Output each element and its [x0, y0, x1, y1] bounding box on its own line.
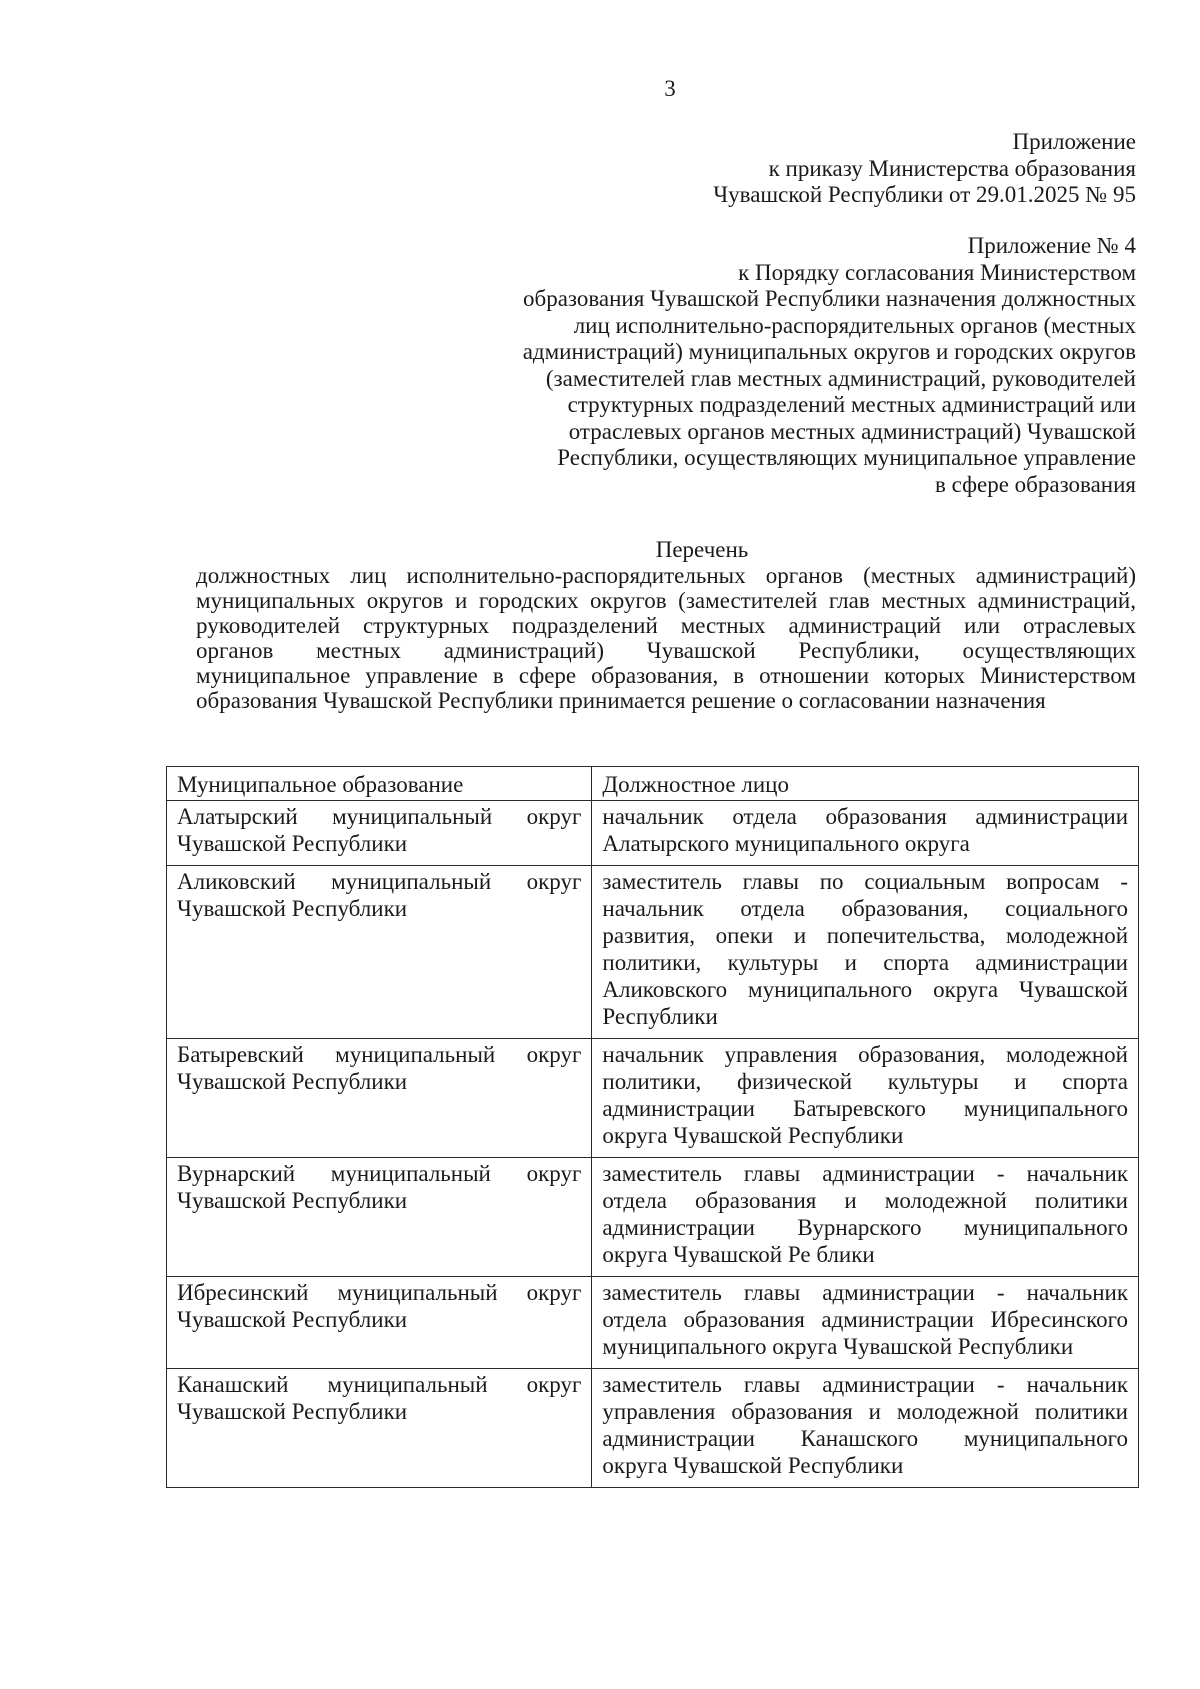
official-line: Аликовского муниципального округа Чувашской: [602, 977, 1128, 1002]
official-cell: [592, 866, 1139, 1039]
official-line: округа Чувашской Республики: [602, 1123, 904, 1148]
appendix-procedure-line: (заместителей глав местных администраций, руководителей: [545, 365, 1136, 391]
appendix-procedure-line: лиц исполнительно-распорядительных органов (местных: [573, 312, 1136, 338]
municipality-line: Батыревский муниципальный округ: [177, 1042, 582, 1067]
municipality-line: Канашский муниципальный округ: [177, 1372, 582, 1397]
official-line: начальник отдела образования, социального: [602, 896, 1128, 921]
official-cell: [592, 801, 1139, 866]
official-line: администрации Батыревского муниципального: [602, 1096, 1128, 1121]
official-line: развития, опеки и попечительства, молодежной: [602, 923, 1128, 948]
official-line: заместитель главы администрации - начальник: [602, 1280, 1128, 1305]
municipality-line: Чувашской Республики: [177, 831, 408, 856]
official-line: отдела образования администрации Ибресинского: [602, 1307, 1128, 1332]
official-line: администрации Канашского муниципального: [602, 1426, 1128, 1451]
list-description-line: должностных лиц исполнительно-распорядительных органов (местных администраций): [196, 563, 1136, 588]
list-description-line: муниципальных округов и городских округов (заместителей глав местных администраций,: [196, 588, 1136, 613]
appendix-order-line: Приложение: [1012, 129, 1136, 154]
official-cell: [592, 1369, 1139, 1488]
official-line: округа Чувашской Ре блики: [602, 1242, 875, 1267]
official-line: политики, культуры и спорта администрации: [602, 950, 1128, 975]
list-description-line: образования Чувашской Республики принимается решение о согласовании назначения: [196, 688, 1046, 713]
column-header-municipality: Муниципальное образование: [167, 767, 592, 801]
appendix-procedure-line: Приложение № 4: [967, 233, 1136, 258]
official-line: заместитель главы администрации - начальник: [602, 1161, 1128, 1186]
official-line: муниципального округа Чувашской Республики: [602, 1334, 1074, 1359]
appendix-procedure-line: в сфере образования: [935, 471, 1136, 497]
table-row: [167, 866, 1139, 1039]
official-cell: [592, 1039, 1139, 1158]
municipality-line: Чувашской Республики: [177, 1069, 408, 1094]
official-line: администрации Вурнарского муниципального: [602, 1215, 1128, 1240]
municipality-line: Чувашской Республики: [177, 1399, 408, 1424]
municipality-line: Аликовский муниципальный округ: [177, 869, 582, 894]
appendix-order-line: Чувашской Республики от 29.01.2025 № 95: [713, 182, 1136, 207]
table-row: [167, 801, 1139, 866]
municipality-line: Ибресинский муниципальный округ: [177, 1280, 582, 1305]
appendix-procedure-line: Республики, осуществляющих муниципальное управление: [557, 445, 1136, 470]
officials-table-body: [167, 801, 1139, 1488]
municipality-cell: [167, 1039, 592, 1158]
official-line: Республики: [602, 1004, 718, 1029]
list-description-line: муниципальное управление в сфере образования, в отношении которых Министерством: [196, 663, 1136, 688]
municipality-line: Алатырский муниципальный округ: [177, 804, 582, 829]
table-row: [167, 1158, 1139, 1277]
municipality-line: Чувашской Республики: [177, 1307, 408, 1332]
municipality-cell: [167, 1277, 592, 1369]
table-row: [167, 1039, 1139, 1158]
list-title: Перечень: [655, 537, 749, 562]
list-description: [196, 563, 1136, 713]
column-header-official: Должностное лицо: [592, 767, 1139, 801]
municipality-line: Вурнарский муниципальный округ: [177, 1161, 582, 1186]
appendix-procedure-line: структурных подразделений местных администраций или: [567, 392, 1136, 417]
appendix-procedure-line: к Порядку согласования Министерством: [738, 259, 1136, 285]
official-cell: [592, 1158, 1139, 1277]
list-description-line: органов местных администраций) Чувашской Республики, осуществляющих: [196, 638, 1136, 663]
municipality-cell: [167, 801, 592, 866]
table-header-row: [167, 767, 1139, 801]
official-line: начальник отдела образования администрации: [602, 804, 1128, 829]
appendix-order-line: к приказу Министерства образования: [768, 155, 1136, 181]
appendix-order-header: [576, 129, 1136, 209]
official-line: начальник управления образования, молодежной: [602, 1042, 1128, 1067]
municipality-line: Чувашской Республики: [177, 1188, 408, 1213]
page-number: 3: [664, 76, 676, 101]
table-row: [167, 1277, 1139, 1369]
list-description-line: руководителей структурных подразделений местных администраций или отраслевых: [196, 613, 1136, 638]
municipality-cell: [167, 1158, 592, 1277]
official-line: округа Чувашской Республики: [602, 1453, 904, 1478]
officials-table: [166, 766, 1139, 1488]
municipality-cell: [167, 1369, 592, 1488]
official-cell: [592, 1277, 1139, 1369]
official-line: заместитель главы администрации - начальник: [602, 1372, 1128, 1397]
appendix-procedure-line: администраций) муниципальных округов и городских округов: [522, 339, 1136, 364]
appendix-procedure-line: отраслевых органов местных администраций) Чувашской: [568, 418, 1136, 444]
appendix-procedure-line: образования Чувашской Республики назначения должностных: [523, 286, 1136, 311]
official-line: управления образования и молодежной политики: [602, 1399, 1128, 1424]
official-line: Алатырского муниципального округа: [602, 831, 970, 856]
official-line: политики, физической культуры и спорта: [602, 1069, 1128, 1094]
official-line: заместитель главы по социальным вопросам -: [602, 869, 1128, 894]
table-row: [167, 1369, 1139, 1488]
official-line: отдела образования и молодежной политики: [602, 1188, 1128, 1213]
appendix-procedure-header: [456, 233, 1136, 498]
municipality-line: Чувашской Республики: [177, 896, 408, 921]
municipality-cell: [167, 866, 592, 1039]
